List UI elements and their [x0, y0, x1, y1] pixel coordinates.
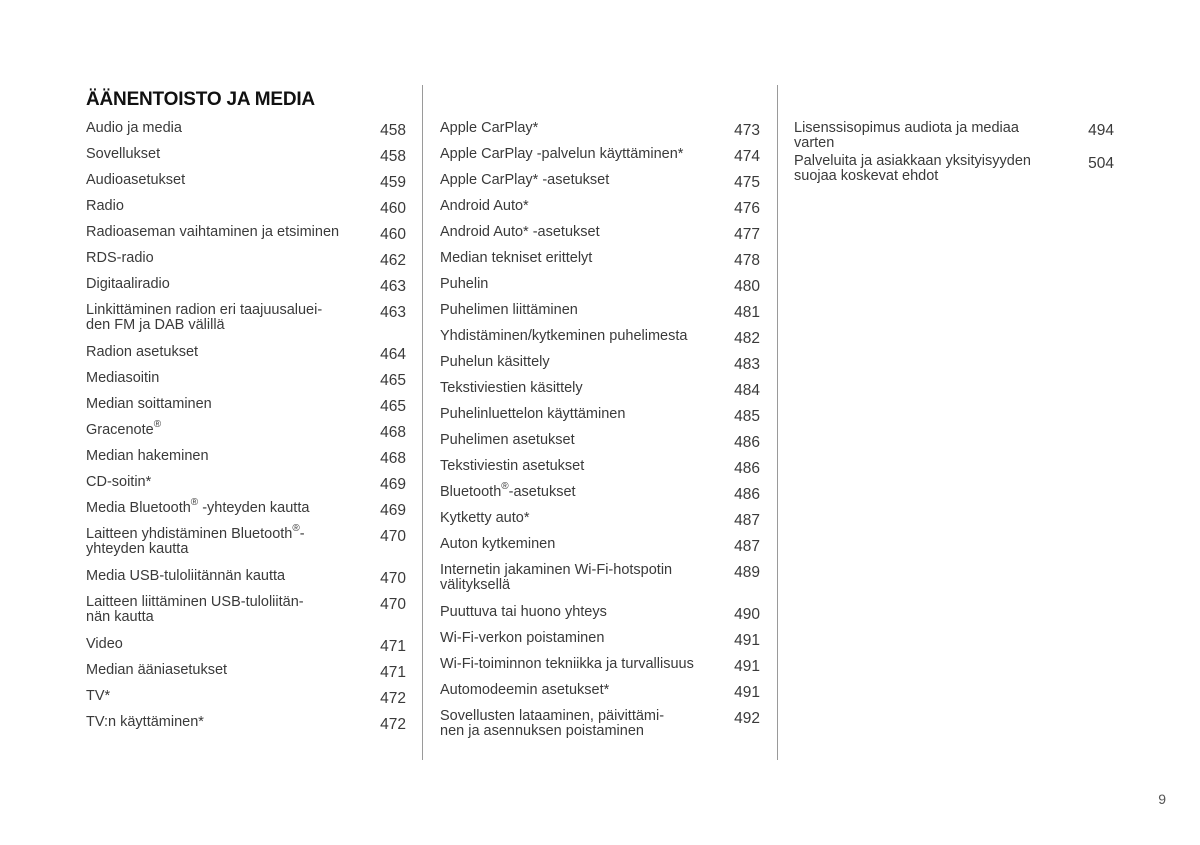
toc-entry-title: Automodeemin asetukset* — [440, 682, 610, 698]
toc-entry-page: 504 — [1088, 155, 1114, 172]
toc-entry-page: 476 — [734, 200, 760, 217]
toc-entry-title: Media Bluetooth® -yhteyden kautta — [86, 497, 310, 516]
toc-entry-page: 465 — [380, 398, 406, 415]
toc-entry[interactable] — [86, 566, 406, 592]
toc-entry-page: 459 — [380, 174, 406, 191]
toc-entry[interactable] — [440, 430, 760, 456]
toc-entry[interactable] — [86, 118, 406, 144]
toc-entry-title: Laitteen yhdistäminen Bluetooth®- yhteyden kautta — [86, 523, 305, 557]
toc-entry-page: 469 — [380, 476, 406, 493]
toc-entry-page: 486 — [734, 460, 760, 477]
toc-entry[interactable] — [86, 634, 406, 660]
toc-entry-title: Puhelimen asetukset — [440, 432, 575, 448]
toc-entry[interactable] — [86, 498, 406, 524]
toc-column-2 — [440, 118, 760, 748]
toc-entry-title: Puhelinluettelon käyttäminen — [440, 406, 626, 422]
toc-entry-page: 470 — [380, 528, 406, 545]
toc-entry-page: 489 — [734, 564, 760, 581]
toc-entry[interactable] — [440, 628, 760, 654]
toc-entry[interactable] — [440, 680, 760, 706]
toc-entry-page: 472 — [380, 716, 406, 733]
toc-entry-page: 471 — [380, 664, 406, 681]
toc-entry[interactable] — [440, 170, 760, 196]
section-heading: ÄÄNENTOISTO JA MEDIA — [86, 89, 315, 110]
page-number: 9 — [1158, 791, 1166, 807]
toc-entry[interactable] — [440, 352, 760, 378]
toc-entry-title: Wi-Fi-toiminnon tekniikka ja turvallisuus — [440, 656, 694, 672]
toc-entry[interactable] — [440, 118, 760, 144]
toc-entry-page: 460 — [380, 200, 406, 217]
toc-entry[interactable] — [440, 300, 760, 326]
toc-entry-page: 464 — [380, 346, 406, 363]
toc-entry-page: 491 — [734, 684, 760, 701]
toc-entry[interactable] — [86, 170, 406, 196]
toc-entry[interactable] — [86, 394, 406, 420]
toc-entry-title: Sovellusten lataaminen, päivittämi- nen ja asennuksen poistaminen — [440, 708, 665, 739]
toc-entry-title: Video — [86, 636, 123, 652]
toc-entry-title: Kytketty auto* — [440, 510, 530, 526]
toc-entry-title: Media USB-tuloliitännän kautta — [86, 568, 286, 584]
toc-entry-title: Apple CarPlay* -asetukset — [440, 172, 610, 188]
toc-entry-page: 460 — [380, 226, 406, 243]
toc-entry-title: CD-soitin* — [86, 474, 152, 490]
toc-entry-page: 491 — [734, 658, 760, 675]
toc-entry-page: 482 — [734, 330, 760, 347]
toc-entry-title: Median soittaminen — [86, 396, 212, 412]
toc-entry[interactable] — [440, 508, 760, 534]
toc-entry-page: 472 — [380, 690, 406, 707]
toc-entry-title: Lisenssisopimus audiota ja mediaa varten — [794, 120, 1019, 151]
toc-entry-title: Yhdistäminen/kytkeminen puhelimesta — [440, 328, 688, 344]
toc-entry[interactable] — [440, 560, 760, 602]
toc-entry[interactable] — [86, 144, 406, 170]
toc-entry[interactable] — [440, 196, 760, 222]
toc-entry[interactable] — [86, 660, 406, 686]
toc-entry-page: 481 — [734, 304, 760, 321]
toc-entry-page: 491 — [734, 632, 760, 649]
toc-entry[interactable] — [86, 712, 406, 738]
toc-entry-page: 474 — [734, 148, 760, 165]
toc-entry[interactable] — [86, 368, 406, 394]
toc-entry-title: Apple CarPlay -palvelun käyttäminen* — [440, 146, 684, 162]
toc-entry[interactable] — [440, 326, 760, 352]
toc-entry[interactable] — [86, 342, 406, 368]
toc-entry-page: 465 — [380, 372, 406, 389]
toc-entry-page: 462 — [380, 252, 406, 269]
column-divider — [422, 85, 423, 760]
toc-entry-page: 494 — [1088, 122, 1114, 139]
toc-entry[interactable] — [440, 274, 760, 300]
toc-entry-page: 470 — [380, 570, 406, 587]
toc-entry-title: Tekstiviestien käsittely — [440, 380, 583, 396]
toc-entry-page: 483 — [734, 356, 760, 373]
toc-entry-title: Laitteen liittäminen USB-tuloliitän- nän kautta — [86, 594, 304, 625]
toc-entry-title: Apple CarPlay* — [440, 120, 539, 136]
toc-entry-title: Radio — [86, 198, 124, 214]
toc-entry-page: 470 — [380, 596, 406, 613]
toc-entry-title: Digitaaliradio — [86, 276, 170, 292]
toc-entry[interactable] — [86, 300, 406, 342]
toc-entry-page: 463 — [380, 304, 406, 321]
toc-entry[interactable] — [86, 420, 406, 446]
toc-entry[interactable] — [440, 706, 760, 748]
toc-entry[interactable] — [440, 404, 760, 430]
toc-entry-page: 490 — [734, 606, 760, 623]
toc-entry-page: 475 — [734, 174, 760, 191]
toc-entry-title: Palveluita ja asiakkaan yksityisyyden suojaa koskevat ehdot — [794, 153, 1031, 184]
toc-entry[interactable] — [440, 534, 760, 560]
toc-entry-page: 486 — [734, 486, 760, 503]
toc-entry[interactable] — [86, 592, 406, 634]
toc-entry-page: 484 — [734, 382, 760, 399]
toc-entry[interactable] — [440, 456, 760, 482]
toc-entry[interactable] — [86, 248, 406, 274]
toc-entry[interactable] — [86, 686, 406, 712]
toc-entry-title: Puhelimen liittäminen — [440, 302, 578, 318]
toc-entry[interactable] — [440, 222, 760, 248]
toc-entry[interactable] — [794, 151, 1114, 193]
toc-entry[interactable] — [440, 482, 760, 508]
toc-entry-title: Linkittäminen radion eri taajuusaluei- den FM ja DAB välillä — [86, 302, 323, 333]
toc-entry[interactable] — [86, 446, 406, 472]
toc-entry-title: Tekstiviestin asetukset — [440, 458, 585, 474]
toc-entry-title: Median hakeminen — [86, 448, 209, 464]
toc-entry[interactable] — [440, 144, 760, 170]
toc-entry[interactable] — [86, 274, 406, 300]
toc-entry-title: Radion asetukset — [86, 344, 199, 360]
toc-entry-page: 458 — [380, 122, 406, 139]
toc-entry[interactable] — [86, 196, 406, 222]
toc-entry-page: 477 — [734, 226, 760, 243]
toc-entry-page: 468 — [380, 450, 406, 467]
toc-entry-title: Radioaseman vaihtaminen ja etsiminen — [86, 224, 340, 240]
toc-entry[interactable] — [440, 248, 760, 274]
toc-entry-title: Mediasoitin — [86, 370, 160, 386]
toc-entry-title: TV* — [86, 688, 111, 704]
toc-entry-page: 473 — [734, 122, 760, 139]
toc-entry-page: 463 — [380, 278, 406, 295]
toc-entry-page: 469 — [380, 502, 406, 519]
toc-entry-page: 487 — [734, 512, 760, 529]
toc-entry-title: Audioasetukset — [86, 172, 186, 188]
toc-entry-title: TV:n käyttäminen* — [86, 714, 204, 730]
toc-entry-title: Wi-Fi-verkon poistaminen — [440, 630, 605, 646]
toc-entry-page: 485 — [734, 408, 760, 425]
toc-entry[interactable] — [86, 472, 406, 498]
column-divider — [777, 85, 778, 760]
toc-entry-page: 458 — [380, 148, 406, 165]
toc-entry-title: Internetin jakaminen Wi-Fi-hotspotin välityksellä — [440, 562, 673, 593]
toc-entry-page: 468 — [380, 424, 406, 441]
toc-entry-title: Puuttuva tai huono yhteys — [440, 604, 607, 620]
toc-entry-page: 471 — [380, 638, 406, 655]
toc-entry[interactable] — [440, 654, 760, 680]
toc-entry-title: Auton kytkeminen — [440, 536, 556, 552]
toc-column-3 — [794, 118, 1114, 193]
toc-entry-page: 486 — [734, 434, 760, 451]
toc-entry[interactable] — [440, 378, 760, 404]
toc-entry[interactable] — [794, 118, 1114, 151]
toc-entry-title: Puhelin — [440, 276, 489, 292]
toc-entry-title: Audio ja media — [86, 120, 182, 136]
toc-entry[interactable] — [86, 524, 406, 566]
toc-entry-title: Android Auto* — [440, 198, 529, 214]
toc-entry[interactable] — [440, 602, 760, 628]
toc-entry-title: Puhelun käsittely — [440, 354, 550, 370]
toc-column-1 — [86, 118, 406, 738]
toc-entry-page: 487 — [734, 538, 760, 555]
toc-entry-title: Android Auto* -asetukset — [440, 224, 600, 240]
toc-entry-title: Median ääniasetukset — [86, 662, 228, 678]
toc-entry-page: 492 — [734, 710, 760, 727]
toc-entry-title: Median tekniset erittelyt — [440, 250, 593, 266]
toc-entry-page: 480 — [734, 278, 760, 295]
toc-entry-title: Gracenote® — [86, 419, 162, 438]
toc-entry-title: Sovellukset — [86, 146, 161, 162]
toc-entry-title: RDS-radio — [86, 250, 154, 266]
toc-entry-title: Bluetooth®-asetukset — [440, 481, 576, 500]
toc-entry-page: 478 — [734, 252, 760, 269]
toc-entry[interactable] — [86, 222, 406, 248]
